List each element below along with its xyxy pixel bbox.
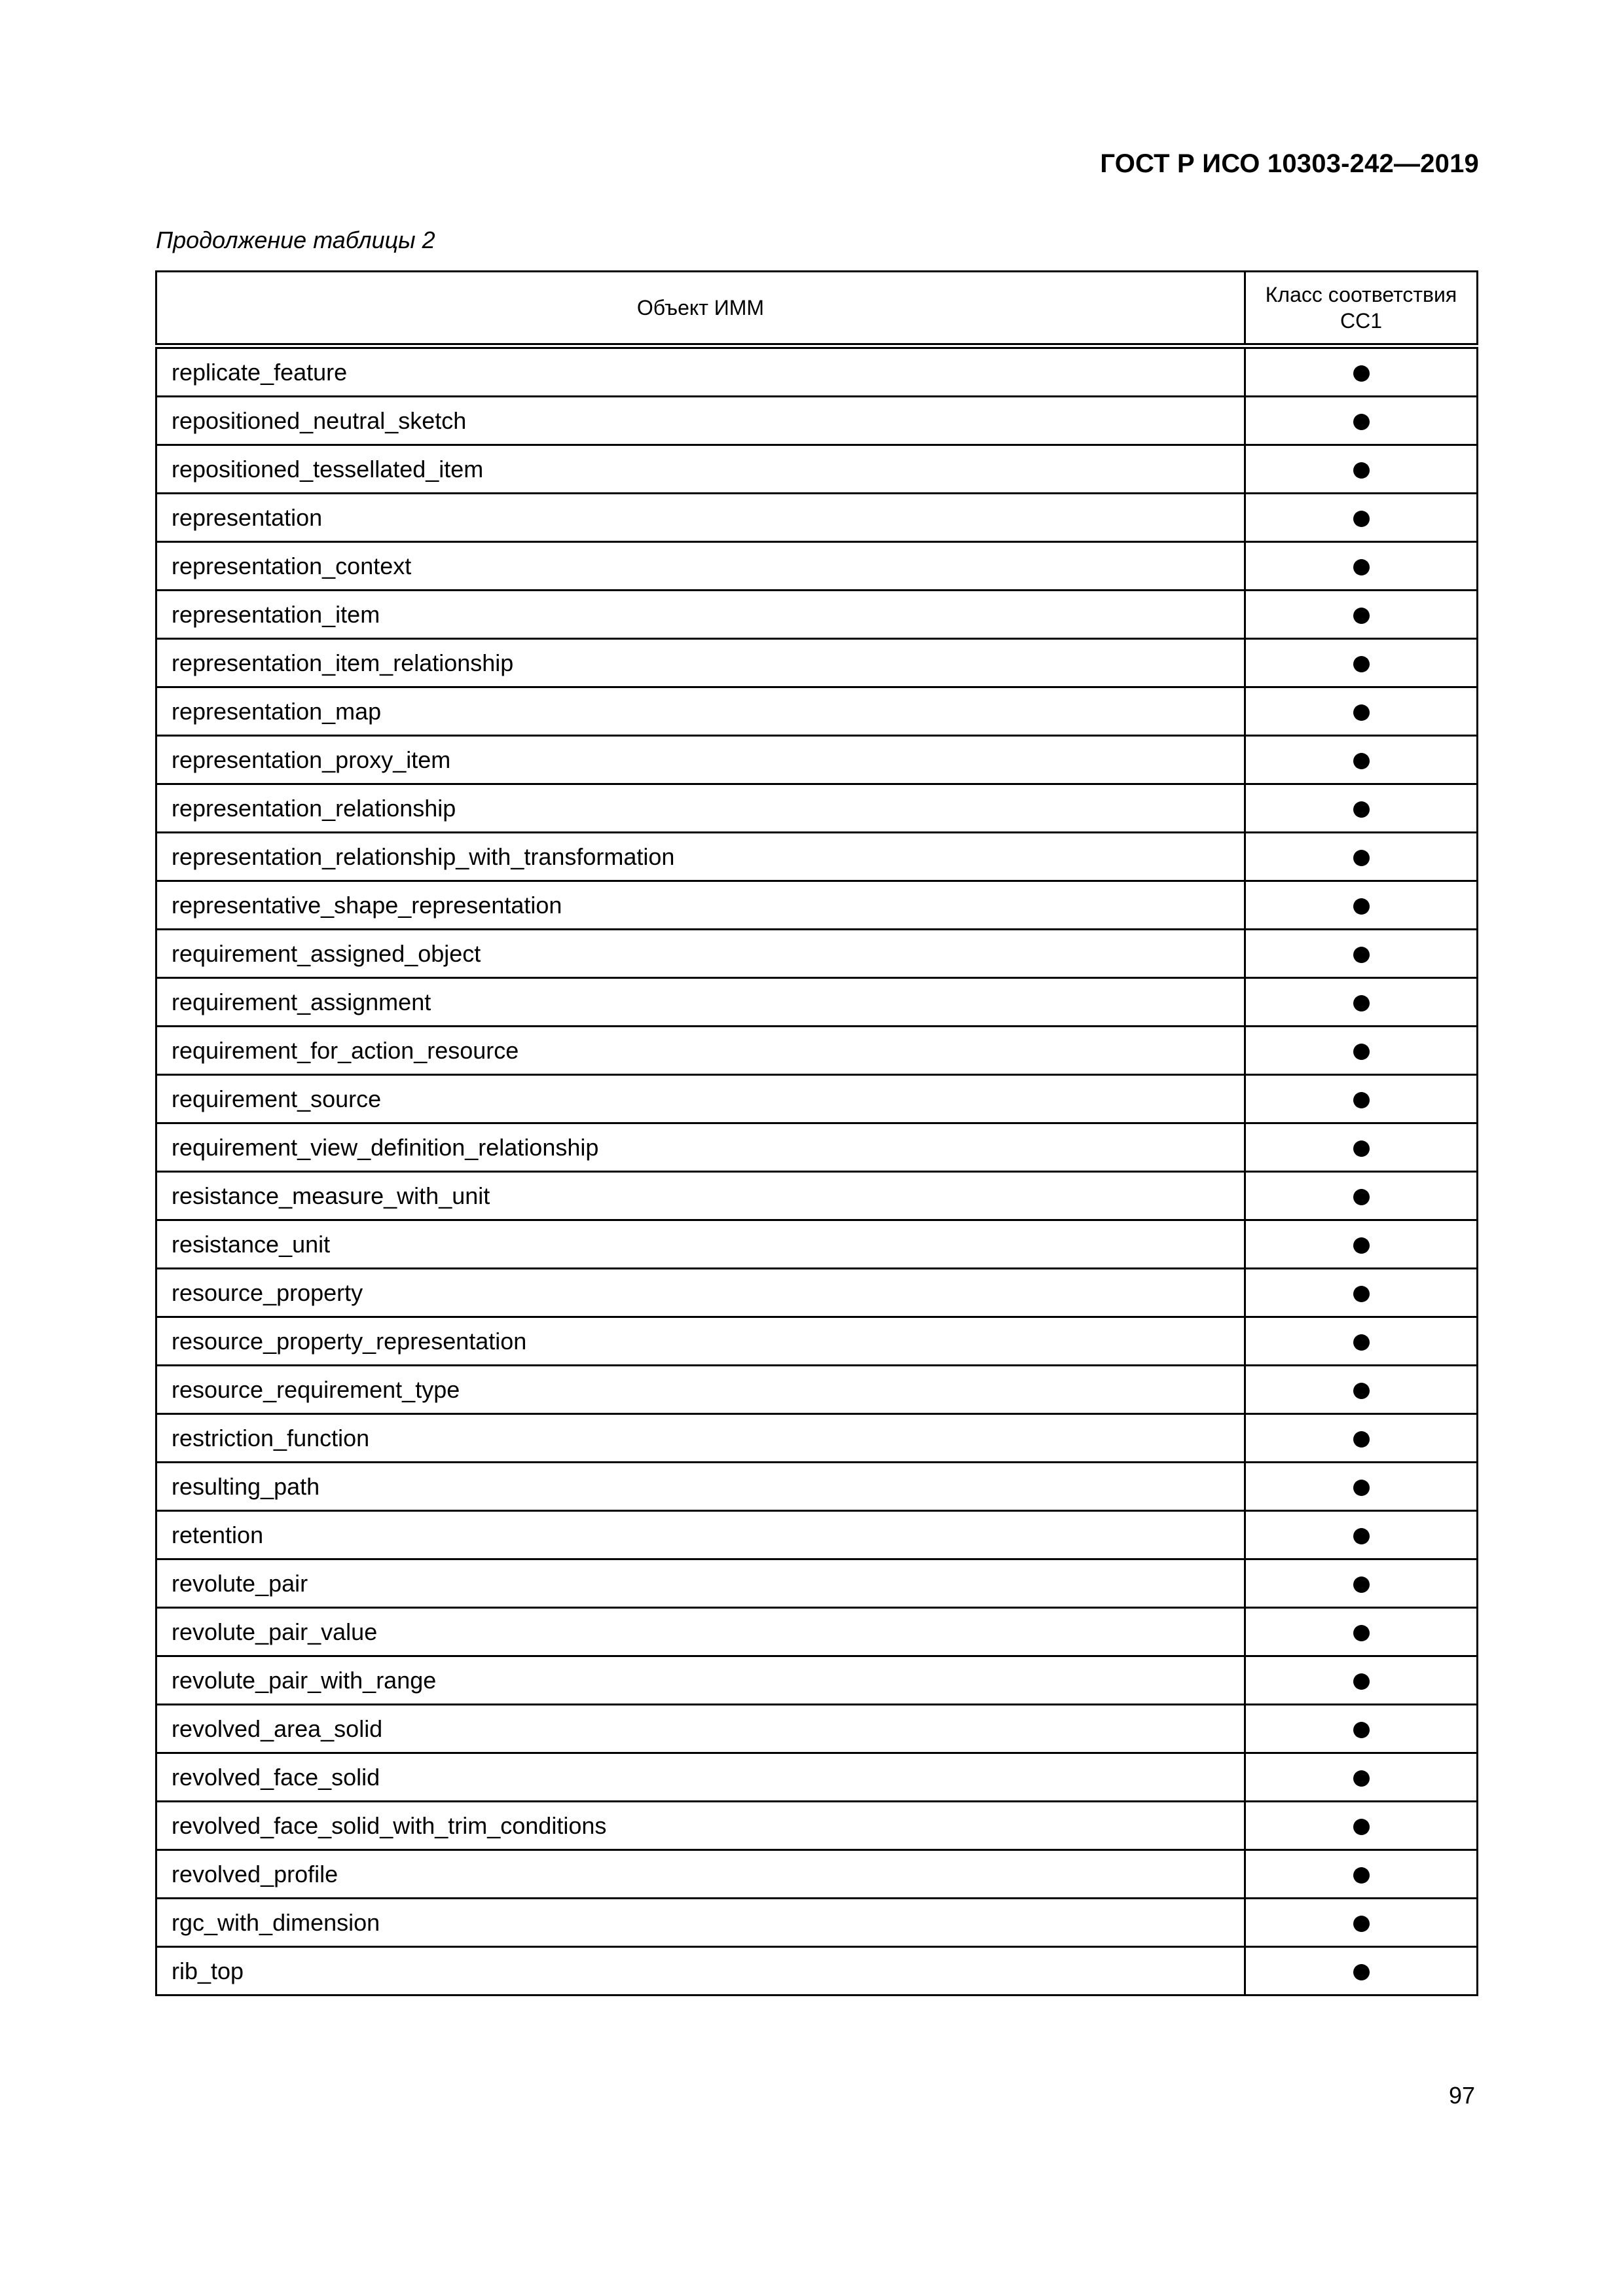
filled-circle-icon bbox=[1353, 1140, 1370, 1157]
column-header-class-line2: CC1 bbox=[1340, 309, 1382, 333]
page-number: 97 bbox=[1448, 2082, 1475, 2109]
object-name-cell: representation_item_relationship bbox=[156, 639, 1245, 687]
cc1-mark-cell bbox=[1245, 1366, 1478, 1414]
table-row bbox=[156, 1075, 1478, 1123]
document-header bbox=[1100, 149, 1479, 179]
cc1-mark-cell bbox=[1245, 1269, 1478, 1317]
object-name-cell: replicate_feature bbox=[156, 346, 1245, 397]
object-name-cell: repositioned_tessellated_item bbox=[156, 445, 1245, 494]
object-name-cell: retention bbox=[156, 1511, 1245, 1559]
object-name-cell: resource_property_representation bbox=[156, 1317, 1245, 1366]
table-header-row bbox=[156, 272, 1478, 346]
filled-circle-icon bbox=[1353, 1819, 1370, 1835]
object-name-cell: representative_shape_representation bbox=[156, 881, 1245, 930]
cc1-mark-cell bbox=[1245, 833, 1478, 881]
object-name-cell: resource_requirement_type bbox=[156, 1366, 1245, 1414]
table-row bbox=[156, 1559, 1478, 1608]
filled-circle-icon bbox=[1353, 1383, 1370, 1399]
filled-circle-icon bbox=[1353, 1286, 1370, 1302]
filled-circle-icon bbox=[1353, 1916, 1370, 1932]
table-row bbox=[156, 736, 1478, 784]
filled-circle-icon bbox=[1353, 1334, 1370, 1351]
cc1-mark-cell bbox=[1245, 1705, 1478, 1753]
table-row bbox=[156, 542, 1478, 591]
table-row bbox=[156, 639, 1478, 687]
cc1-mark-cell bbox=[1245, 639, 1478, 687]
table-row bbox=[156, 1802, 1478, 1850]
filled-circle-icon bbox=[1353, 1770, 1370, 1787]
filled-circle-icon bbox=[1353, 1528, 1370, 1544]
object-name-cell: resistance_unit bbox=[156, 1220, 1245, 1269]
cc1-mark-cell bbox=[1245, 1947, 1478, 1995]
cc1-mark-cell bbox=[1245, 1850, 1478, 1899]
object-name-cell: requirement_source bbox=[156, 1075, 1245, 1123]
table-row bbox=[156, 1463, 1478, 1511]
cc1-mark-cell bbox=[1245, 1511, 1478, 1559]
filled-circle-icon bbox=[1353, 850, 1370, 866]
object-name-cell: requirement_for_action_resource bbox=[156, 1027, 1245, 1075]
object-name-cell: revolute_pair_value bbox=[156, 1608, 1245, 1656]
cc1-mark-cell bbox=[1245, 1414, 1478, 1463]
object-name-cell: representation bbox=[156, 494, 1245, 542]
table-row bbox=[156, 881, 1478, 930]
filled-circle-icon bbox=[1353, 995, 1370, 1011]
table-row bbox=[156, 1366, 1478, 1414]
filled-circle-icon bbox=[1353, 1092, 1370, 1108]
table-row bbox=[156, 1656, 1478, 1705]
object-name-cell: revolved_face_solid_with_trim_conditions bbox=[156, 1802, 1245, 1850]
table-row bbox=[156, 494, 1478, 542]
cc1-mark-cell bbox=[1245, 1027, 1478, 1075]
cc1-mark-cell bbox=[1245, 494, 1478, 542]
table-row bbox=[156, 784, 1478, 833]
object-name-cell: resource_property bbox=[156, 1269, 1245, 1317]
table-row bbox=[156, 978, 1478, 1027]
object-name-cell: restriction_function bbox=[156, 1414, 1245, 1463]
object-name-cell: resulting_path bbox=[156, 1463, 1245, 1511]
object-name-cell: representation_proxy_item bbox=[156, 736, 1245, 784]
object-name-cell: revolute_pair_with_range bbox=[156, 1656, 1245, 1705]
filled-circle-icon bbox=[1353, 1044, 1370, 1060]
cc1-mark-cell bbox=[1245, 1317, 1478, 1366]
object-name-cell: rib_top bbox=[156, 1947, 1245, 1995]
table-row bbox=[156, 1317, 1478, 1366]
table-row bbox=[156, 1705, 1478, 1753]
cc1-mark-cell bbox=[1245, 1753, 1478, 1802]
table-row bbox=[156, 1947, 1478, 1995]
table-row bbox=[156, 1511, 1478, 1559]
column-header-class bbox=[1245, 272, 1478, 346]
cc1-mark-cell bbox=[1245, 1172, 1478, 1220]
column-header-object-label: Объект ИММ bbox=[636, 296, 765, 319]
cc1-mark-cell bbox=[1245, 881, 1478, 930]
filled-circle-icon bbox=[1353, 898, 1370, 915]
filled-circle-icon bbox=[1353, 1964, 1370, 1980]
filled-circle-icon bbox=[1353, 1189, 1370, 1205]
object-name-cell: revolute_pair bbox=[156, 1559, 1245, 1608]
cc1-mark-cell bbox=[1245, 445, 1478, 494]
filled-circle-icon bbox=[1353, 1867, 1370, 1884]
column-header-class-line1: Класс соответствия bbox=[1265, 283, 1457, 306]
table-container bbox=[155, 270, 1476, 1996]
table-row bbox=[156, 1899, 1478, 1947]
filled-circle-icon bbox=[1353, 1576, 1370, 1593]
table-row bbox=[156, 346, 1478, 397]
filled-circle-icon bbox=[1353, 511, 1370, 527]
filled-circle-icon bbox=[1353, 753, 1370, 769]
table-row bbox=[156, 397, 1478, 445]
cc1-mark-cell bbox=[1245, 1220, 1478, 1269]
table-row bbox=[156, 1220, 1478, 1269]
table-body bbox=[156, 346, 1478, 1995]
table-caption: Продолжение таблицы 2 bbox=[156, 227, 435, 253]
filled-circle-icon bbox=[1353, 1431, 1370, 1448]
cc1-mark-cell bbox=[1245, 978, 1478, 1027]
cc1-mark-cell bbox=[1245, 784, 1478, 833]
cc1-mark-cell bbox=[1245, 1656, 1478, 1705]
conformance-table bbox=[155, 270, 1478, 1996]
object-name-cell: requirement_assignment bbox=[156, 978, 1245, 1027]
table-row bbox=[156, 1123, 1478, 1172]
table-row bbox=[156, 1753, 1478, 1802]
cc1-mark-cell bbox=[1245, 397, 1478, 445]
cc1-mark-cell bbox=[1245, 591, 1478, 639]
object-name-cell: revolved_face_solid bbox=[156, 1753, 1245, 1802]
object-name-cell: representation_relationship_with_transformation bbox=[156, 833, 1245, 881]
filled-circle-icon bbox=[1353, 1625, 1370, 1641]
cc1-mark-cell bbox=[1245, 1559, 1478, 1608]
cc1-mark-cell bbox=[1245, 1802, 1478, 1850]
cc1-mark-cell bbox=[1245, 687, 1478, 736]
object-name-cell: rgc_with_dimension bbox=[156, 1899, 1245, 1947]
table-row bbox=[156, 1414, 1478, 1463]
filled-circle-icon bbox=[1353, 608, 1370, 624]
filled-circle-icon bbox=[1353, 801, 1370, 818]
object-name-cell: representation_context bbox=[156, 542, 1245, 591]
filled-circle-icon bbox=[1353, 462, 1370, 479]
cc1-mark-cell bbox=[1245, 1463, 1478, 1511]
filled-circle-icon bbox=[1353, 704, 1370, 721]
table-row bbox=[156, 1027, 1478, 1075]
table-row bbox=[156, 1269, 1478, 1317]
cc1-mark-cell bbox=[1245, 346, 1478, 397]
filled-circle-icon bbox=[1353, 1722, 1370, 1738]
object-name-cell: requirement_view_definition_relationship bbox=[156, 1123, 1245, 1172]
table-row bbox=[156, 1850, 1478, 1899]
filled-circle-icon bbox=[1353, 1673, 1370, 1690]
filled-circle-icon bbox=[1353, 947, 1370, 963]
object-name-cell: revolved_area_solid bbox=[156, 1705, 1245, 1753]
table-row bbox=[156, 833, 1478, 881]
object-name-cell: representation_relationship bbox=[156, 784, 1245, 833]
cc1-mark-cell bbox=[1245, 1075, 1478, 1123]
object-name-cell: representation_map bbox=[156, 687, 1245, 736]
column-header-object bbox=[156, 272, 1245, 346]
object-name-cell: requirement_assigned_object bbox=[156, 930, 1245, 978]
table-row bbox=[156, 687, 1478, 736]
object-name-cell: representation_item bbox=[156, 591, 1245, 639]
object-name-cell: repositioned_neutral_sketch bbox=[156, 397, 1245, 445]
table-row bbox=[156, 445, 1478, 494]
filled-circle-icon bbox=[1353, 656, 1370, 672]
object-name-cell: resistance_measure_with_unit bbox=[156, 1172, 1245, 1220]
cc1-mark-cell bbox=[1245, 1899, 1478, 1947]
cc1-mark-cell bbox=[1245, 542, 1478, 591]
filled-circle-icon bbox=[1353, 1237, 1370, 1254]
object-name-cell: revolved_profile bbox=[156, 1850, 1245, 1899]
filled-circle-icon bbox=[1353, 365, 1370, 382]
filled-circle-icon bbox=[1353, 414, 1370, 430]
filled-circle-icon bbox=[1353, 1480, 1370, 1496]
table-row bbox=[156, 1172, 1478, 1220]
table-row bbox=[156, 1608, 1478, 1656]
standard-id: ГОСТ Р ИСО 10303-242—2019 bbox=[1100, 149, 1479, 178]
filled-circle-icon bbox=[1353, 559, 1370, 575]
cc1-mark-cell bbox=[1245, 1608, 1478, 1656]
cc1-mark-cell bbox=[1245, 736, 1478, 784]
table-row bbox=[156, 591, 1478, 639]
cc1-mark-cell bbox=[1245, 930, 1478, 978]
cc1-mark-cell bbox=[1245, 1123, 1478, 1172]
table-row bbox=[156, 930, 1478, 978]
